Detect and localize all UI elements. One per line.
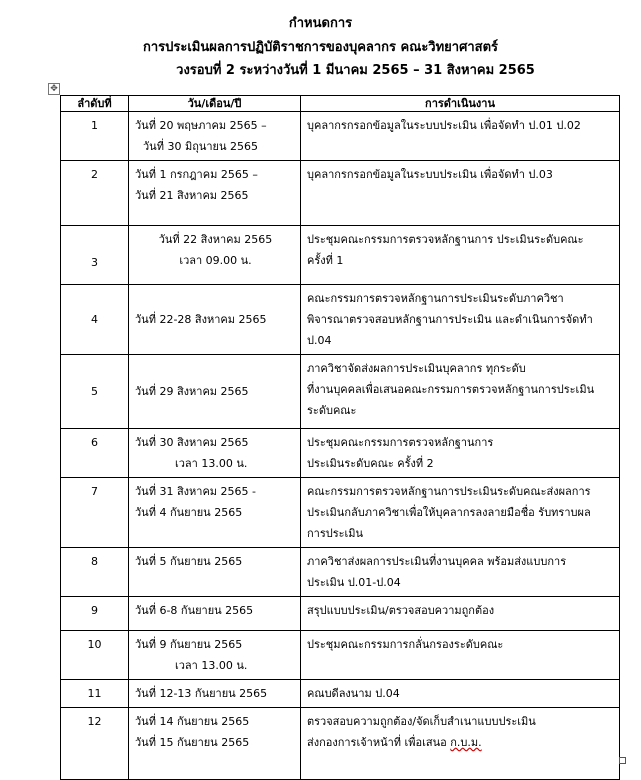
row-no: 4	[61, 285, 129, 355]
row-date-line: เวลา 09.00 น.	[179, 254, 252, 267]
row-action	[301, 708, 620, 780]
row-action-line: ตรวจสอบความถูกต้อง/จัดเก็บสำเนาแบบประเมิน	[307, 715, 536, 728]
table-row	[61, 226, 620, 285]
table-row	[61, 478, 620, 548]
row-date	[129, 161, 301, 226]
table-row	[61, 285, 620, 355]
table-row	[61, 548, 620, 597]
row-date	[129, 597, 301, 631]
row-action-line	[307, 732, 615, 753]
row-action-line: ประเมินระดับคณะ ครั้งที่ 2	[307, 457, 434, 470]
table-row	[61, 680, 620, 708]
row-action	[301, 355, 620, 429]
row-date-line: วันที่ 14 กันยายน 2565	[135, 715, 250, 728]
row-action-line: ระดับคณะ	[307, 404, 357, 417]
table-row	[61, 597, 620, 631]
doc-round: วงรอบที่ 2 ระหว่างวันที่ 1 มีนาคม 2565 – 31 สิงหาคม 2565	[176, 63, 535, 78]
row-date	[129, 285, 301, 355]
row-date-line: วันที่ 4 กันยายน 2565	[135, 506, 243, 519]
row-action	[301, 597, 620, 631]
row-action-line: บุคลากรกรอกข้อมูลในระบบประเมิน เพื่อจัดทำ ป.01 ป.02	[307, 119, 581, 132]
row-no: 9	[61, 597, 129, 631]
row-action	[301, 285, 620, 355]
row-action	[301, 631, 620, 680]
row-date-line: วันที่ 6-8 กันยายน 2565	[135, 604, 254, 617]
table-move-handle-icon[interactable]: ✥	[48, 83, 60, 95]
row-action-line: ประชุมคณะกรรมการตรวจหลักฐานการ ประเมินระดับคณะ	[307, 233, 584, 246]
row-action	[301, 226, 620, 285]
row-date-line: เวลา 13.00 น.	[175, 457, 248, 470]
row-no: 6	[61, 429, 129, 478]
row-action-line: การประเมิน	[307, 527, 364, 540]
row-date	[129, 708, 301, 780]
row-date-line: วันที่ 30 สิงหาคม 2565	[135, 436, 249, 449]
row-action-line: ครั้งที่ 1	[307, 254, 344, 267]
table-row	[61, 161, 620, 226]
row-action-line: พิจารณาตรวจสอบหลักฐานการประเมิน และดำเนินการจัดทำ	[307, 313, 593, 326]
table-row	[61, 112, 620, 161]
row-action	[301, 548, 620, 597]
row-action-line: ที่งานบุคคลเพื่อเสนอคณะกรรมการตรวจหลักฐานการประเมิน	[307, 383, 595, 396]
row-date	[129, 429, 301, 478]
row-no: 5	[61, 355, 129, 429]
row-date-line: วันที่ 31 สิงหาคม 2565 -	[135, 485, 257, 498]
row-date	[129, 226, 301, 285]
row-date-line: วันที่ 1 กรกฎาคม 2565 –	[135, 168, 258, 181]
row-action-line: ประชุมคณะกรรมการตรวจหลักฐานการ	[307, 436, 494, 449]
row-action-line: ภาควิชาจัดส่งผลการประเมินบุคลากร ทุกระดับ	[307, 362, 526, 375]
row-action-line: ป.04	[307, 334, 332, 347]
row-date	[129, 478, 301, 548]
row-action-line: คณะกรรมการตรวจหลักฐานการประเมินระดับคณะส่งผลการ	[307, 485, 591, 498]
row-action-line: ภาควิชาส่งผลการประเมินที่งานบุคคล พร้อมส่งแบบการ	[307, 555, 567, 568]
spellcheck-underlined-text[interactable]: ก.บ.ม.	[450, 736, 482, 749]
row-no: 3	[61, 226, 129, 285]
table-row	[61, 631, 620, 680]
row-action-line: สรุปแบบประเมิน/ตรวจสอบความถูกต้อง	[307, 604, 495, 617]
table-row	[61, 429, 620, 478]
row-action-line: ประชุมคณะกรรมการกลั่นกรองระดับคณะ	[307, 638, 504, 651]
row-action	[301, 478, 620, 548]
schedule-table	[60, 95, 620, 780]
row-no: 1	[61, 112, 129, 161]
row-action-text: ส่งกองการเจ้าหน้าที่ เพื่อเสนอ	[307, 736, 451, 749]
row-action-line: ประเมินกลับภาควิชาเพื่อให้บุคลากรลงลายมือชื่อ รับทราบผล	[307, 506, 591, 519]
row-date	[129, 680, 301, 708]
row-date-line: วันที่ 21 สิงหาคม 2565	[135, 189, 249, 202]
row-no: 2	[61, 161, 129, 226]
row-date	[129, 112, 301, 161]
table-row	[61, 355, 620, 429]
row-action-line: ประเมิน ป.01-ป.04	[307, 576, 401, 589]
row-date	[129, 355, 301, 429]
row-date-line: วันที่ 5 กันยายน 2565	[135, 555, 243, 568]
row-no: 8	[61, 548, 129, 597]
row-no: 12	[61, 708, 129, 780]
row-action-line: คณบดีลงนาม ป.04	[307, 687, 400, 700]
row-date-line: วันที่ 22 สิงหาคม 2565	[158, 233, 273, 246]
row-date-line: วันที่ 15 กันยายน 2565	[135, 736, 250, 749]
col-header-no: ลำดับที่	[61, 96, 129, 112]
row-date-line: วันที่ 22-28 สิงหาคม 2565	[135, 313, 267, 326]
row-date-line: วันที่ 29 สิงหาคม 2565	[135, 385, 249, 398]
doc-title: กำหนดการ	[288, 16, 353, 31]
row-date-line: วันที่ 9 กันยายน 2565	[135, 638, 243, 651]
row-date-line: วันที่ 12-13 กันยายน 2565	[135, 687, 268, 700]
row-no: 11	[61, 680, 129, 708]
row-action	[301, 161, 620, 226]
row-action-line: บุคลากรกรอกข้อมูลในระบบประเมิน เพื่อจัดทำ ป.03	[307, 168, 553, 181]
doc-subtitle: การประเมินผลการปฏิบัติราชการของบุคลากร คณะวิทยาศาสตร์	[142, 40, 498, 55]
row-action	[301, 429, 620, 478]
row-action	[301, 680, 620, 708]
row-date	[129, 548, 301, 597]
col-header-date: วัน/เดือน/ปี	[129, 96, 301, 112]
table-header-row	[61, 96, 620, 112]
row-action	[301, 112, 620, 161]
row-action-line: คณะกรรมการตรวจหลักฐานการประเมินระดับภาควิชา	[307, 292, 564, 305]
row-date	[129, 631, 301, 680]
table-resize-handle[interactable]	[619, 757, 626, 764]
col-header-action: การดำเนินงาน	[301, 96, 620, 112]
row-no: 10	[61, 631, 129, 680]
row-date-line: เวลา 13.00 น.	[175, 659, 248, 672]
row-date-line: วันที่ 20 พฤษภาคม 2565 –	[135, 119, 267, 132]
table-row	[61, 708, 620, 780]
row-no: 7	[61, 478, 129, 548]
row-date-line: วันที่ 30 มิถุนายน 2565	[143, 140, 259, 153]
